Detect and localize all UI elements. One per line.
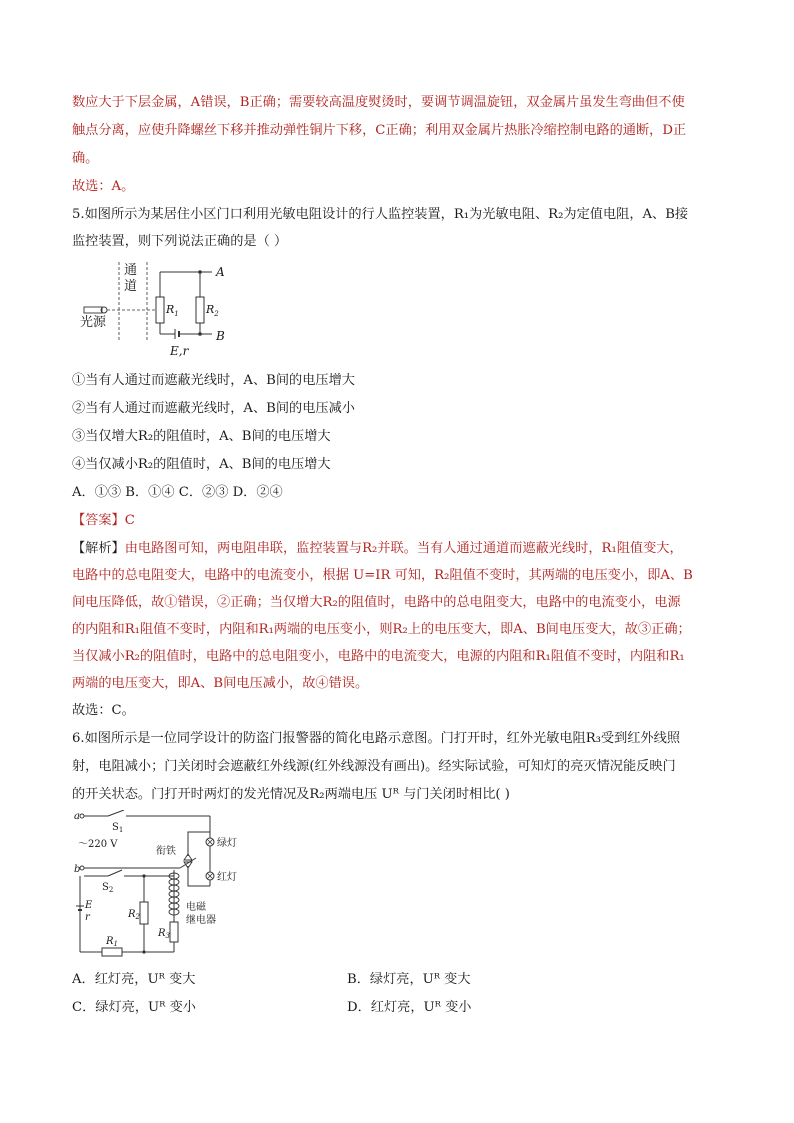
option-c: C．绿灯亮，Uᴿ 变小 [72, 1000, 196, 1015]
switch-s1-label: $S_1$ [112, 822, 124, 834]
statement-2: ②当有人通过而遮蔽光线时，A、B间的电压减小 [72, 401, 355, 416]
armature-label: 衔铁 [156, 846, 176, 857]
analysis-tag: 【解析】 [72, 541, 125, 556]
channel-label-1: 通 [124, 263, 138, 278]
terminal-b-label: b [74, 864, 81, 875]
red-lamp-label: 红灯 [217, 872, 237, 883]
r2-label: $R_2$ [128, 909, 140, 921]
r2-label: $R_2$ [206, 303, 219, 318]
question-5-stem: 监控装置，则下列说法正确的是（ ） [72, 234, 288, 249]
answer-line [72, 511, 135, 531]
r1-label: $R_1$ [106, 936, 118, 948]
analysis-text: 由电路图可知，两电阻串联，监控装置与R₂并联。当有人通过通道而遮蔽光线时，R₁阻值变大， [124, 541, 683, 556]
answer-choice-line: 故选：A。 [72, 179, 135, 194]
analysis-line: 电路中的总电阻变大，电路中的电流变小，根据 U=IR 可知，R₂阻值不变时，其两端的电压变小，即A、B [72, 568, 693, 583]
statement-1: ①当有人通过而遮蔽光线时，A、B间的电压增大 [72, 373, 355, 388]
question-5-stem: 5.如图所示为某居住小区门口利用光敏电阻设计的行人监控装置，R₁为光敏电阻、R₂为定值电阻，A、B接 [72, 207, 689, 222]
terminal-a-label: a [74, 811, 80, 822]
analysis-line: 间电压降低，故①错误，②正确；当仅增大R₂的阻值时，电路中的总电阻变大，电路中的电流变小，电源 [72, 595, 681, 610]
statement-3: ③当仅增大R₂的阻值时，A、B间的电压增大 [72, 429, 331, 444]
question-6-stem: 的开关状态。门打开时两灯的发光情况及R₂两端电压 Uᴿ 与门关闭时相比( ) [72, 787, 510, 802]
terminal-a-label: A [216, 265, 225, 279]
question-5-options: A．①③ B．①④ C．②③ D．②④ [72, 485, 283, 500]
answer-tag: 【答案】 [72, 513, 125, 528]
channel-label-2: 道 [124, 279, 138, 294]
voltage-label: ～220 V [78, 839, 118, 850]
answer-choice-line: 故选：C。 [72, 703, 135, 718]
r1-label: $R_1$ [166, 303, 179, 318]
relay-label-2: 继电器 [186, 915, 216, 926]
r2-resistor-icon [140, 902, 148, 924]
relay-label-1: 电磁 [186, 902, 206, 913]
analysis-line: 两端的电压变大，即A、B间电压减小，故④错误。 [72, 676, 369, 691]
option-a: A．红灯亮，Uᴿ 变大 [72, 972, 196, 987]
option-b: B．绿灯亮，Uᴿ 变大 [347, 972, 471, 987]
green-lamp-label: 绿灯 [217, 838, 237, 849]
switch-s2-icon [108, 870, 122, 876]
answer-value: C [124, 513, 135, 528]
analysis-line [72, 539, 683, 559]
analysis-line: 当仅减小R₂的阻值时，电路中的总电阻变小，电路中的电流变大，电源的内阻和R₁阻值不变时，内阻和R₁ [72, 649, 685, 664]
statement-4: ④当仅减小R₂的阻值时，A、B间的电压增大 [72, 457, 331, 472]
r1-resistor-icon [102, 948, 122, 956]
r1-resistor-icon [156, 297, 164, 323]
switch-s1-icon [108, 810, 124, 816]
analysis-line: 确。 [72, 151, 99, 166]
light-source-label: 光源 [80, 315, 107, 330]
switch-s2-label: $S_2$ [102, 882, 114, 894]
alarm-circuit-diagram [74, 810, 274, 962]
r3-resistor-icon [170, 922, 178, 942]
analysis-line: 的内阻和R₁阻值不变时，内阻和R₁两端的电压变小，则R₂上的电压变大，即A、B间电压变大，故③正确； [72, 622, 691, 637]
option-d: D．红灯亮，Uᴿ 变小 [347, 1000, 472, 1015]
monitoring-circuit-diagram [74, 260, 244, 362]
analysis-line: 触点分离，应使升降螺丝下移并推动弹性铜片下移，C正确；利用双金属片热胀冷缩控制电路的通断，D正 [72, 123, 687, 138]
analysis-line: 数应大于下层金属，A错误，B正确；需要较高温度熨烫时，要调节调温旋钮，双金属片虽发生弯曲但不使 [72, 95, 685, 110]
light-source-icon [84, 307, 102, 313]
terminal-b-label: B [216, 329, 225, 343]
r3-label: $R_3$ [158, 928, 170, 940]
r2-resistor-icon [196, 297, 204, 323]
internal-resistance-label: r [85, 912, 90, 923]
emf-label: E [85, 900, 93, 911]
battery-label: E,r [170, 344, 189, 358]
question-6-stem: 6.如图所示是一位同学设计的防盗门报警器的简化电路示意图。门打开时，红外光敏电阻R₃受到红外线照 [72, 731, 681, 746]
question-6-stem: 射，电阻减小；门关闭时会遮蔽红外线源(红外线源没有画出)。经实际试验，可知灯的亮灭情况能反映门 [72, 759, 676, 774]
